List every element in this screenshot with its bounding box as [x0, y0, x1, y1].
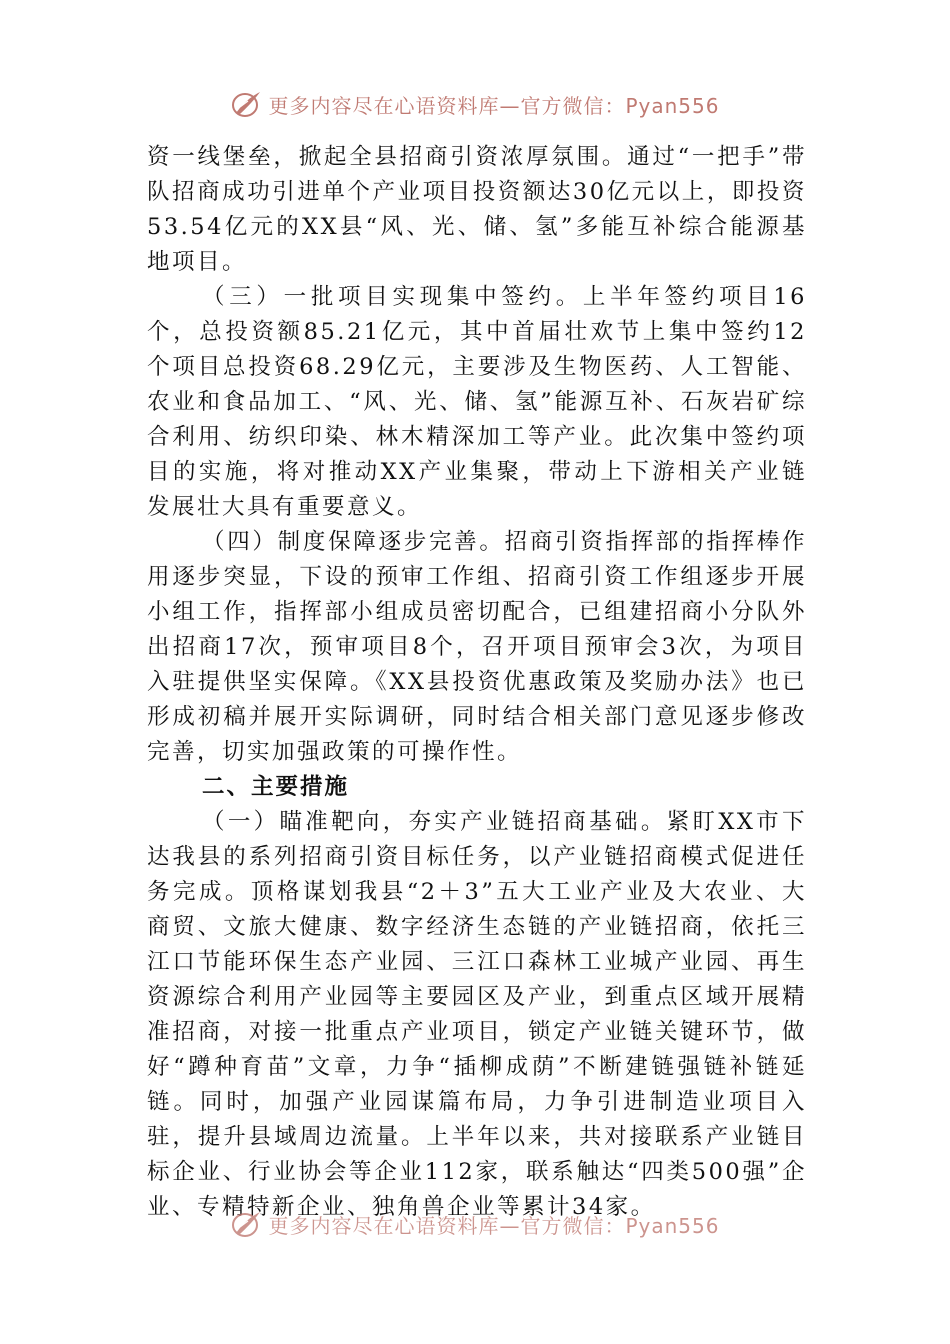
paragraph: 资一线堡垒，掀起全县招商引资浓厚氛围。通过“一把手”带队招商成功引进单个产业项目投资额达30亿元以上，即投资53.54亿元的XX县“风、光、储、氢”多能互补综合能源基地项目。 [147, 144, 807, 275]
paragraph: （一）瞄准靶向，夯实产业链招商基础。紧盯XX市下达我县的系列招商引资目标任务，以产业链招商模式促进任务完成。顶格谋划我县“2＋3”五大工业产业及大农业、大商贸、文旅大健康、数字经济生态链的产业链招商，依托三江口节能环保生态产业园、三江口森林工业城产业园、再生资源综合利用产业园等主要园区及产业，到重点区域开展精准招商，对接一批重点产业项目，锁定产业链关键环节，做好“蹲种育苗”文章，力争“插柳成荫”不断建链强链补链延链。同时，加强产业园谋篇布局，力争引进制造业项目入驻，提升县域周边流量。上半年以来，共对接联系产业链目标企业、行业协会等企业112家，联系触达“四类500强”企业、专精特新企业、独角兽企业等累计34家。 [147, 809, 807, 1220]
paragraph: （三）一批项目实现集中签约。上半年签约项目16个，总投资额85.21亿元，其中首届壮欢节上集中签约12个项目总投资68.29亿元，主要涉及生物医药、人工智能、农业和食品加工、“风、光、储、氢”能源互补、石灰岩矿综合利用、纺织印染、林木精深加工等产业。此次集中签约项目的实施，将对推动XX产业集聚，带动上下游相关产业链发展壮大具有重要意义。 [147, 284, 807, 520]
watermark-text: 更多内容尽在心语资料库—官方微信：Pyan556 [268, 93, 720, 118]
watermark-text: 更多内容尽在心语资料库—官方微信：Pyan556 [268, 1213, 720, 1238]
quill-logo-icon [230, 89, 264, 119]
paragraph: （四）制度保障逐步完善。招商引资指挥部的指挥棒作用逐步突显，下设的预审工作组、招商引资工作组逐步开展小组工作，指挥部小组成员密切配合，已组建招商小分队外出招商17次，预审项目8个，召开项目预审会3次，为项目入驻提供坚实保障。《XX县投资优惠政策及奖励办法》也已形成初稿并展开实际调研，同时结合相关部门意见逐步修改完善，切实加强政策的可操作性。 [147, 529, 807, 765]
watermark-footer [0, 1204, 950, 1244]
document-body [147, 140, 807, 1225]
section-heading: 二、主要措施 [202, 774, 350, 800]
watermark-header [0, 84, 950, 124]
quill-logo-icon [230, 1209, 264, 1239]
